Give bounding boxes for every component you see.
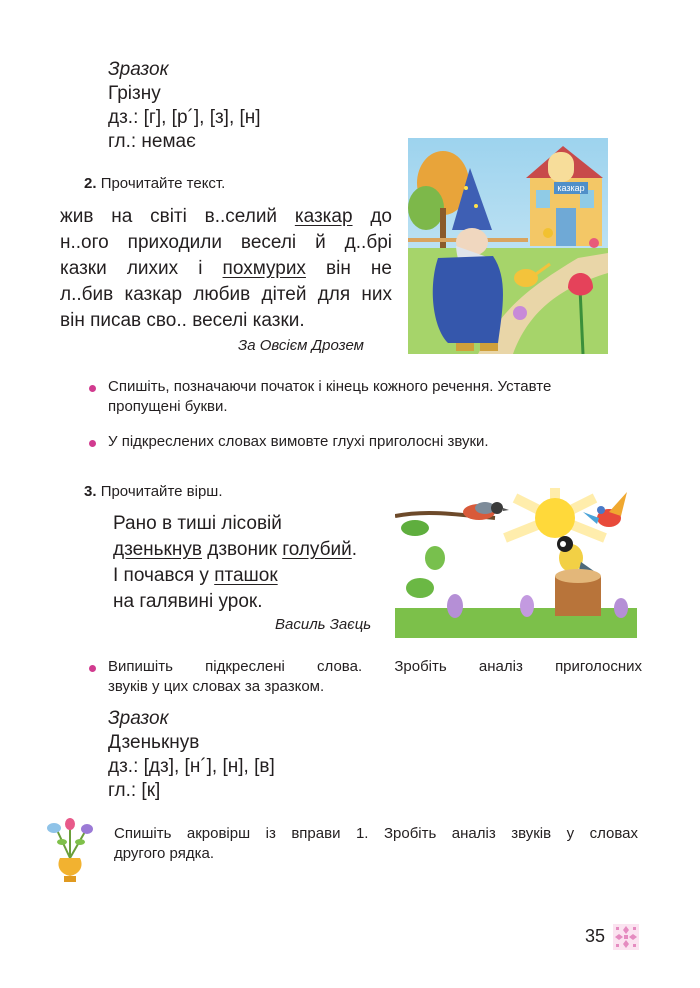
ex3-poem (113, 511, 357, 615)
sun (505, 488, 605, 538)
ex2-text (60, 204, 392, 334)
ex3-task-line: звуків у цих словах за зразком. (108, 678, 325, 695)
tree (408, 186, 444, 230)
ex3-number: 3. (84, 483, 97, 500)
sample1-voiceless: гл.: немає (108, 131, 196, 152)
ornament-icon (613, 924, 639, 950)
poem-line: І почався у пташок (113, 565, 278, 586)
underlined-word: пташок (214, 565, 278, 586)
bullet-icon (89, 385, 96, 392)
sample2-voiceless: гл.: [к] (108, 780, 161, 801)
ex2-task-1: Спишіть, позначаючи початок і кінець кожного речення. Уставте пропущені букви. (108, 378, 552, 415)
sample2-word: Дзенькнув (108, 732, 200, 753)
ex3-task-line: Випишіть підкреслені слова. Зробіть аналіз приголосних (108, 658, 642, 675)
underlined-word: казкар (294, 206, 353, 227)
ex3-author: Василь Заєць (275, 616, 372, 633)
ex2-number: 2. (84, 175, 97, 192)
ex3-task (108, 657, 642, 697)
text-line: н..ого приходили веселі й д..брі (60, 232, 392, 253)
homework-line: другого рядка. (114, 845, 215, 862)
sample2-block (108, 707, 275, 803)
ex2-author: За Овсієм Дрозем (238, 337, 364, 354)
ex2-task-2: У підкреслених словах вимовте глухі приголосні звуки. (108, 433, 489, 450)
leaf (425, 546, 445, 570)
ex2-instruction: Прочитайте текст. (100, 175, 226, 192)
poem-line: дзенькнув дзвоник голубий. (113, 539, 358, 560)
ex3-header (84, 482, 223, 502)
homework-vase-icon (42, 818, 98, 884)
text-line: казки лихих і похмурих він не (60, 258, 392, 279)
poem-line: Рано в тиші лісовій (113, 513, 282, 534)
leaf (401, 520, 429, 536)
bird (463, 502, 509, 520)
text-line: л..бив казкар любив дітей для них (60, 284, 392, 305)
text-line: жив на світі в..селий казкар до (60, 206, 392, 227)
house-sign-text: казкар (557, 183, 585, 193)
underlined-word: дзенькнув (113, 539, 202, 560)
leaf (406, 578, 434, 598)
sample1-word: Грізну (108, 83, 161, 104)
bullet-icon (89, 440, 96, 447)
stump (555, 569, 601, 616)
sample1-heading: Зразок (108, 59, 169, 80)
sample2-voiced: дз.: [дз], [н´], [н], [в] (108, 756, 275, 777)
ex3-instruction: Прочитайте вірш. (100, 483, 223, 500)
sample2-heading: Зразок (108, 708, 169, 729)
ex2-header (84, 174, 225, 194)
wizard-illustration (408, 138, 608, 354)
bullet-icon (89, 665, 96, 672)
sample1-block (108, 58, 261, 154)
underlined-word: голубий (282, 539, 352, 560)
underlined-word: похмурих (222, 258, 306, 279)
text-line: він писав сво.. веселі казки. (60, 310, 305, 331)
poem-line: на галявині урок. (113, 591, 263, 612)
birds-illustration (395, 488, 637, 638)
page-number: 35 (585, 926, 606, 946)
sample1-voiced: дз.: [г], [р´], [з], [н] (108, 107, 261, 128)
homework-line: Спишіть акровірш із вправи 1. Зробіть аналіз звуків у словах (114, 825, 638, 842)
homework-text (114, 824, 638, 864)
